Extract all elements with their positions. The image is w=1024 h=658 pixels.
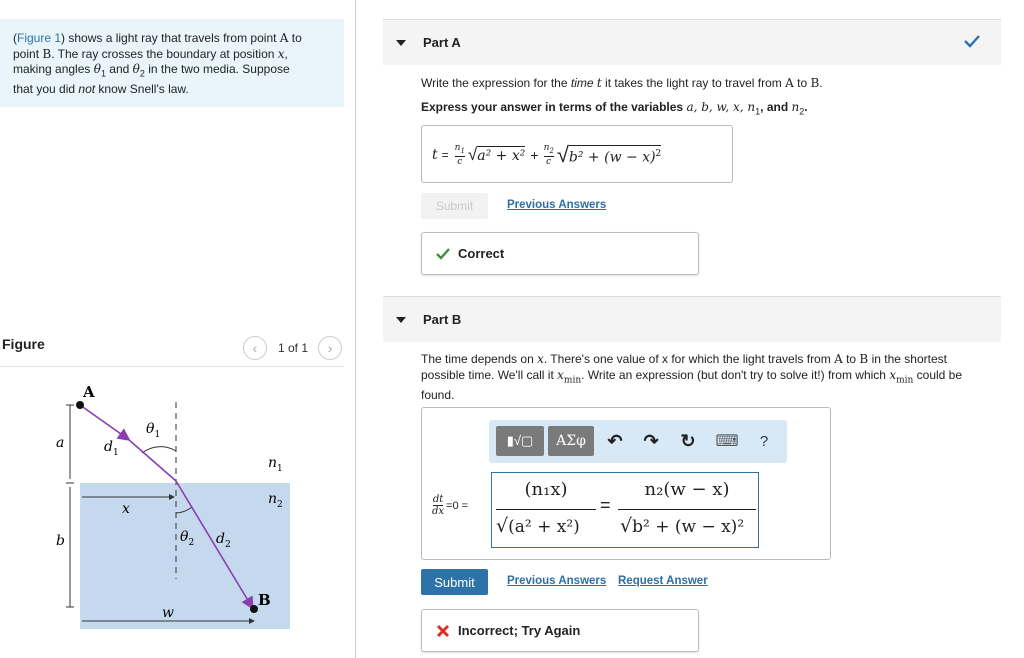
part-b-header[interactable] <box>383 296 1001 342</box>
part-b-title: Part B <box>423 312 462 327</box>
left-denominator: √(a² + x²) <box>496 515 580 537</box>
label-b: b <box>56 533 65 549</box>
keyboard-icon[interactable]: ⌨ <box>715 433 739 450</box>
figure-pager <box>243 336 342 360</box>
refraction-figure <box>0 367 344 637</box>
label-n1: $n_1$ <box>268 455 283 474</box>
ray-d1 <box>80 405 128 439</box>
correct-check-icon <box>436 247 450 261</box>
next-figure-button[interactable]: › <box>318 336 342 360</box>
math-toolbar <box>489 420 787 463</box>
undo-icon[interactable]: ↶ <box>607 430 623 451</box>
part-a-title: Part A <box>423 35 461 50</box>
part-a-question: Write the expression for the time t it takes the light ray to travel from A to B. <box>421 76 823 90</box>
theta1-arc <box>142 447 176 453</box>
lhs-derivative: $\frac{dt}{dx}$ =0 = <box>432 494 469 517</box>
label-d1: $d_1$ <box>104 439 119 458</box>
right-panel <box>383 0 1001 658</box>
label-theta2: $\theta_2$ <box>180 529 195 548</box>
figure-heading: Figure <box>2 336 45 352</box>
label-A: A <box>83 383 95 401</box>
answer-math-input[interactable] <box>491 472 759 548</box>
part-b-answer-editor <box>421 407 831 560</box>
right-denominator: √b² + (w − x)² <box>620 515 745 537</box>
left-panel <box>0 0 356 658</box>
label-B: B <box>258 591 271 609</box>
completed-check-icon <box>963 32 981 50</box>
label-n2: $n_2$ <box>268 491 283 510</box>
part-a-submit-button[interactable]: Submit <box>421 193 488 219</box>
part-a-previous-answers-link[interactable]: Previous Answers <box>507 199 607 211</box>
part-a-feedback: Correct <box>421 232 699 275</box>
part-a-instructions: Express your answer in terms of the variables a, b, w, x, $n_1$, and $n_2$. <box>421 100 808 117</box>
part-b-submit-button[interactable]: Submit <box>421 569 488 595</box>
problem-intro: (Figure 1) shows a light ray that travels from point A to point B. The ray crosses the boundary at position x, making angles $\theta_1$ and $\theta_2$ in the two media. Suppose that you did not know Snell's law. <box>0 19 344 107</box>
part-b-previous-answers-link[interactable]: Previous Answers <box>507 575 607 587</box>
equals-sign: = <box>600 495 611 515</box>
label-d2: $d_2$ <box>216 531 231 550</box>
prev-figure-button[interactable]: ‹ <box>243 336 267 360</box>
point-A <box>76 401 84 409</box>
part-b-feedback: Incorrect; Try Again <box>421 609 699 652</box>
figure-link[interactable]: Figure 1 <box>17 31 62 45</box>
label-theta1: $\theta_1$ <box>146 421 161 440</box>
part-a-expression: t = $\frac{n_1}{c}$ √ a² + x² + $\frac{n_2}{c}$ √ $b^2 + (w - x)^2$ <box>432 142 662 167</box>
part-a-answer-box <box>421 125 733 183</box>
part-b-question: The time depends on x. There's one value of x for which the light travels from A to B in the shortest possible time. We'll call it $x_{min}$. Write an expression (but don't try to solve it!) from which $x_{min}$ could be found. <box>421 352 963 403</box>
part-a-header[interactable] <box>383 19 1001 65</box>
right-numerator: n₂(w − x) <box>644 479 730 500</box>
label-w: w <box>162 605 174 621</box>
request-answer-link[interactable]: Request Answer <box>618 575 708 587</box>
label-x: x <box>122 501 130 517</box>
left-numerator: (n₁x) <box>524 479 568 500</box>
collapse-caret-icon <box>396 40 406 46</box>
templates-button[interactable]: ▮√▢ <box>496 426 544 456</box>
point-B <box>250 605 258 613</box>
redo-icon[interactable]: ↷ <box>643 430 659 451</box>
pager-count: 1 of 1 <box>278 341 309 355</box>
help-icon[interactable]: ? <box>759 432 769 450</box>
reset-icon[interactable]: ↻ <box>680 430 696 451</box>
collapse-caret-icon <box>396 317 406 323</box>
greek-symbols-button[interactable]: ΑΣφ <box>548 426 594 456</box>
incorrect-x-icon <box>436 624 450 638</box>
label-a: a <box>56 435 65 451</box>
